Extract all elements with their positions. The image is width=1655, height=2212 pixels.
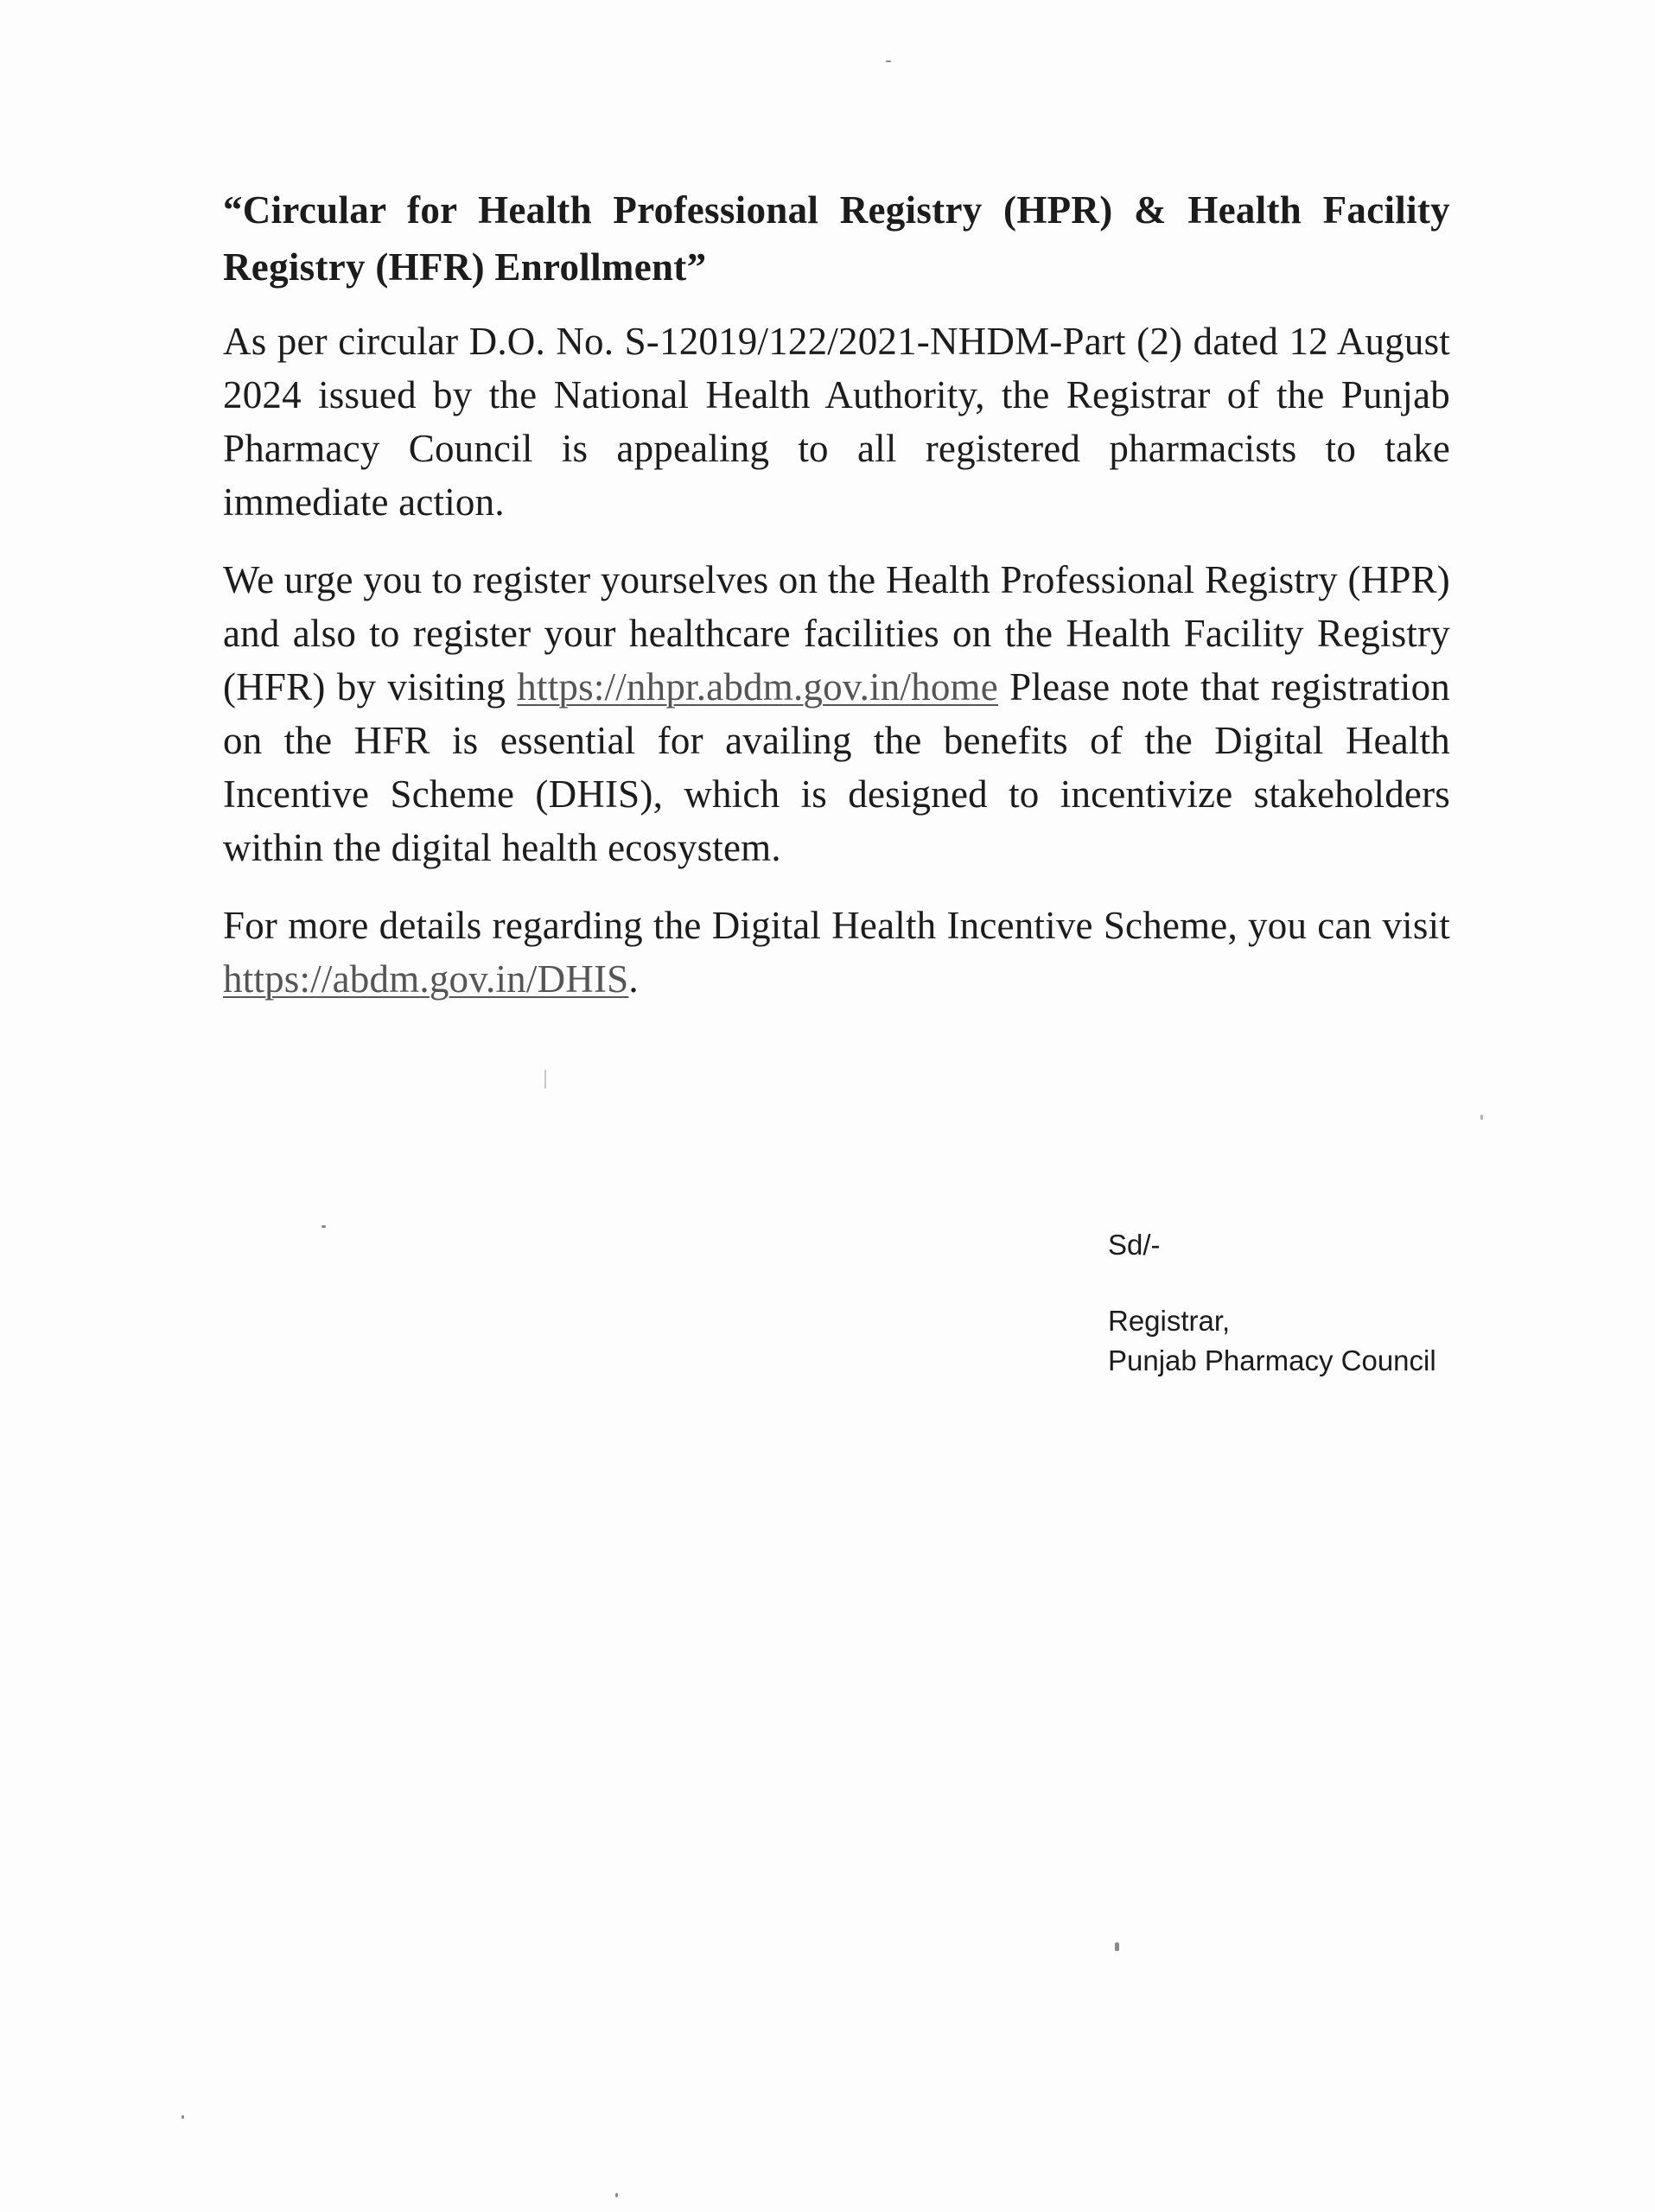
paragraph-registration-request — [223, 553, 1450, 874]
paragraph-circular-reference-text: As per circular D.O. No. S-12019/122/2021-NHDM-Part (2) dated 12 August 2024 issued by the National Health Authority, the Registrar of the Punjab Pharmacy Council is appealing to all registered pharmacists to take immediate action. — [223, 320, 1450, 524]
scan-speck — [321, 1225, 326, 1228]
signature-block — [1108, 1225, 1436, 1381]
circular-title: “Circular for Health Professional Registry (HPR) & Health Facility Registry (HFR) Enrollment” — [223, 188, 1450, 289]
signature-sd: Sd/- — [1108, 1229, 1161, 1261]
scan-speck — [886, 60, 891, 62]
signature-designation: Registrar, — [1108, 1305, 1231, 1337]
paragraph-circular-reference — [223, 315, 1450, 529]
paragraph-dhis-text-start: For more details regarding the Digital Health Incentive Scheme, you can visit — [223, 904, 1450, 947]
scan-speck — [181, 2115, 184, 2119]
nhpr-link[interactable]: https://nhpr.abdm.gov.in/home — [517, 665, 998, 709]
paragraph-registration-text-end: Please note that registration on the HFR is essential for availing the benefits of the Digital Health Incentive Scheme (DHIS), which is designed to incentivize stakeholders within the digital health ecosystem. — [223, 665, 1450, 869]
scan-speck — [544, 1070, 546, 1089]
scan-speck — [615, 2193, 618, 2197]
scan-speck — [1480, 1115, 1483, 1120]
scan-speck — [1115, 1942, 1119, 1951]
paragraph-dhis-details — [223, 899, 1450, 1006]
dhis-link[interactable]: https://abdm.gov.in/DHIS — [223, 957, 629, 1001]
circular-body — [223, 181, 1450, 1030]
paragraph-dhis-text-end: . — [628, 957, 639, 1001]
signature-organization: Punjab Pharmacy Council — [1108, 1344, 1436, 1376]
paragraph-registration-text-start: We urge you to register yourselves on the Health Professional Registry (HPR) and also to register your healthcare facilities on the Health Facility Registry (HFR) by visiting — [223, 558, 1450, 709]
